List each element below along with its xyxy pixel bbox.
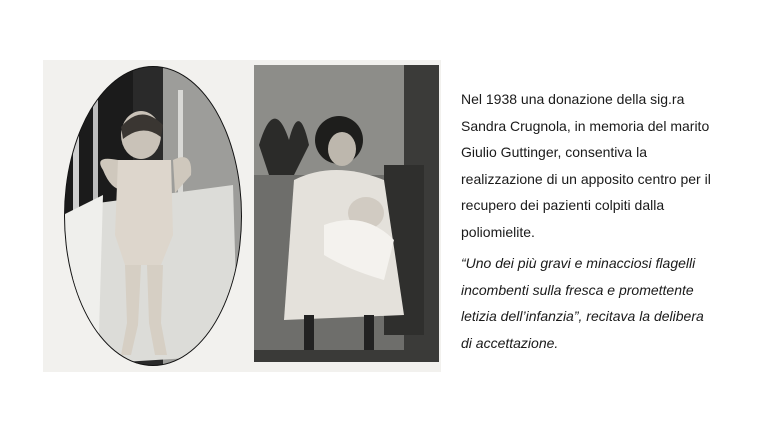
quote-paragraph: “Uno dei più gravi e minacciosi flagelli incombenti sulla fresca e promettente letizia dell’infanzia”, recitava la delibera di accettazione. <box>461 255 704 351</box>
intro-paragraph: Nel 1938 una donazione della sig.ra Sandra Crugnola, in memoria del marito Giulio Guttinger, consentiva la realizzazione di un apposito centro per il recupero dei pazienti colpiti dalla poliomielite. <box>461 91 711 240</box>
caption-text <box>461 86 751 356</box>
historical-photos-panel <box>43 60 441 372</box>
child-oval-photo <box>63 65 243 367</box>
mother-baby-photo <box>254 65 439 362</box>
